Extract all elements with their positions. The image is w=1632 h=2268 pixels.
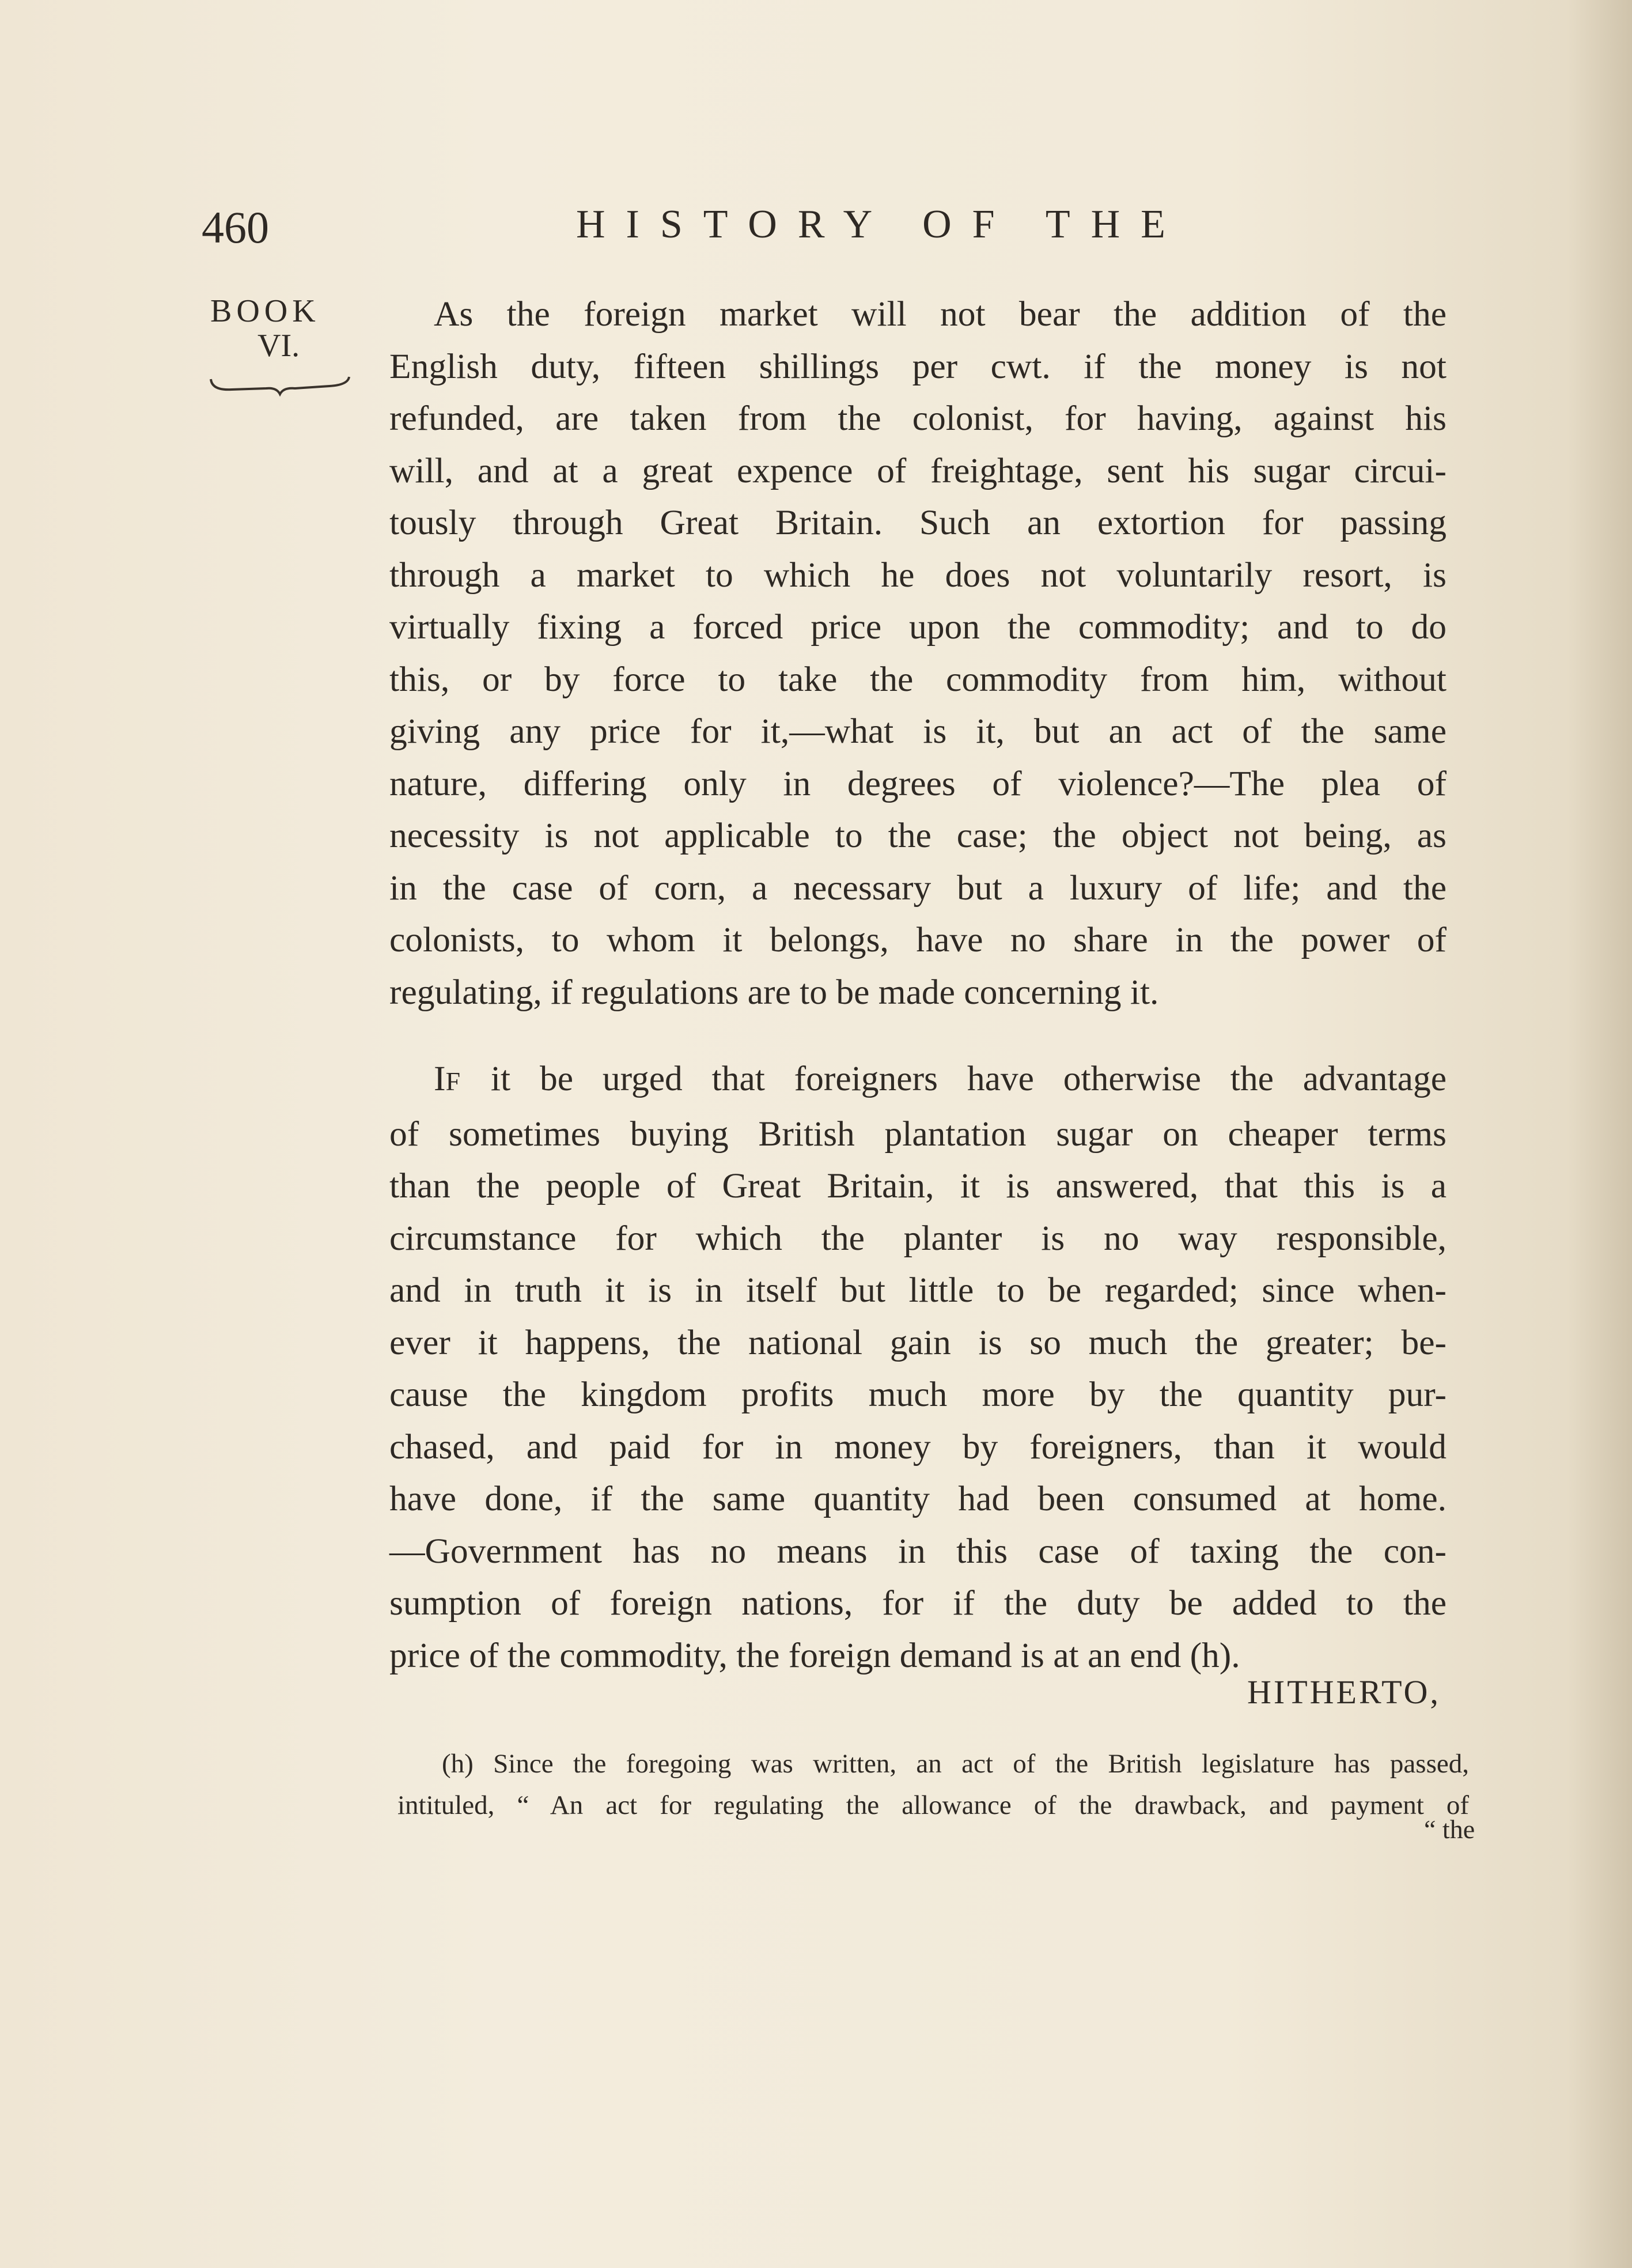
text-line: refunded, are taken from the colonist, for having, against his bbox=[389, 399, 1447, 438]
running-head: HISTORY OF THE bbox=[576, 202, 1186, 247]
initial-word-small-caps: F bbox=[445, 1067, 462, 1096]
footnote-line: (h) Since the foregoing was written, an act of the British legislature has passed, bbox=[442, 1749, 1469, 1779]
first-line-text: it be urged that foreigners have otherwise the advantage bbox=[461, 1059, 1447, 1098]
text-line: sumption of foreign nations, for if the duty be added to the bbox=[389, 1583, 1447, 1623]
text-line: chased, and paid for in money by foreigners, than it would bbox=[389, 1427, 1447, 1466]
text-line: tously through Great Britain. Such an extortion for passing bbox=[389, 503, 1447, 542]
footnote-line: intituled, “ An act for regulating the allowance of the drawback, and payment of bbox=[397, 1790, 1469, 1820]
initial-word-lead: I bbox=[434, 1059, 446, 1098]
margin-book-label: BOOK bbox=[210, 293, 320, 329]
text-line: cause the kingdom profits much more by the quantity pur- bbox=[389, 1375, 1447, 1414]
text-line: of sometimes buying British plantation sugar on cheaper terms bbox=[389, 1114, 1447, 1154]
text-line: and in truth it is in itself but little to be regarded; since when- bbox=[389, 1271, 1447, 1310]
text-line: English duty, fifteen shillings per cwt. if the money is not bbox=[389, 346, 1447, 386]
catchword: HITHERTO, bbox=[1247, 1673, 1441, 1711]
paragraph-1 bbox=[389, 288, 1447, 1018]
margin-book-number: VI. bbox=[258, 328, 300, 364]
text-line: regulating, if regulations are to be made concerning it. bbox=[389, 972, 1159, 1012]
text-line: have done, if the same quantity had been consumed at home. bbox=[389, 1479, 1447, 1518]
text-line: giving any price for it,—what is it, but an act of the same bbox=[389, 712, 1447, 751]
margin-brace-ornament bbox=[209, 375, 353, 400]
text-line-first bbox=[389, 1053, 1447, 1108]
text-line: price of the commodity, the foreign demand is at an end (h). bbox=[389, 1635, 1240, 1675]
text-line: than the people of Great Britain, it is answered, that this is a bbox=[389, 1166, 1447, 1205]
text-line: will, and at a great expence of freightage, sent his sugar circui- bbox=[389, 451, 1447, 490]
text-line: in the case of corn, a necessary but a luxury of life; and the bbox=[389, 868, 1447, 908]
footnote bbox=[397, 1743, 1469, 1826]
text-line: virtually fixing a forced price upon the commodity; and to do bbox=[389, 607, 1447, 647]
text-line: nature, differing only in degrees of violence?—The plea of bbox=[389, 763, 1447, 803]
text-line: As the foreign market will not bear the addition of the bbox=[434, 294, 1447, 334]
text-line: this, or by force to take the commodity from him, without bbox=[389, 659, 1447, 699]
text-line: necessity is not applicable to the case; the object not being, as bbox=[389, 816, 1447, 855]
text-line: through a market to which he does not voluntarily resort, is bbox=[389, 555, 1447, 595]
text-line: colonists, to whom it belongs, have no share in the power of bbox=[389, 920, 1447, 959]
text-line: —Government has no means in this case of taxing the con- bbox=[389, 1531, 1447, 1571]
text-line: circumstance for which the planter is no way responsible, bbox=[389, 1218, 1447, 1258]
paragraph-2 bbox=[389, 1053, 1447, 1681]
page-number: 460 bbox=[202, 202, 269, 252]
text-line: ever it happens, the national gain is so much the greater; be- bbox=[389, 1322, 1447, 1362]
footnote-catchword: “ the bbox=[1424, 1815, 1475, 1844]
